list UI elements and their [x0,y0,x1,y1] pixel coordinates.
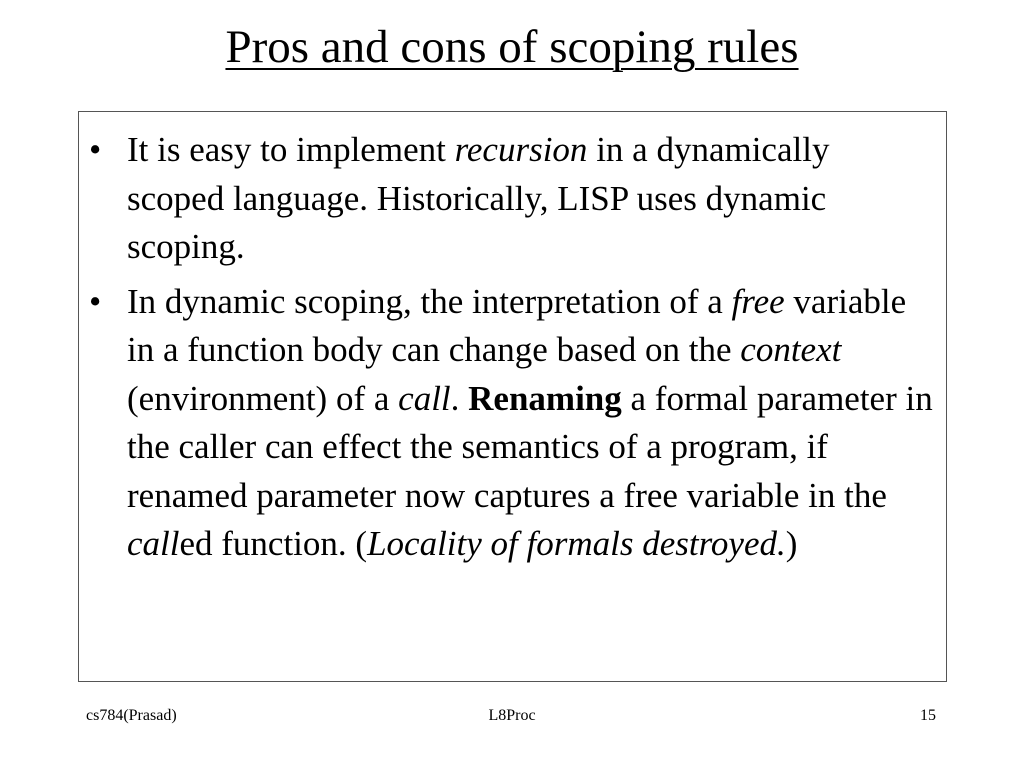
footer-page-number: 15 [920,707,936,724]
bullet-list [89,126,934,575]
bullet-text: In dynamic scoping, the interpretation of a free variable in a function body can change based on the context (environment) of a call. Renaming a formal parameter in the caller can effect the semantics of a program, if renamed parameter now captures a free variable in the called function. (Locality of formals destroyed.) [127,281,933,563]
bullet-text: It is easy to implement recursion in a dynamically scoped language. Historically, LISP uses dynamic scoping. [127,130,830,266]
footer-lecture: L8Proc [488,707,536,724]
slide-title: Pros and cons of scoping rules [225,21,799,73]
content-box [78,111,947,682]
bullet-dot-icon: • [89,130,102,169]
bullet-item [89,126,934,272]
bullet-dot-icon: • [89,281,102,321]
footer-author: cs784(Prasad) [86,707,177,724]
bullet-item [89,278,934,569]
